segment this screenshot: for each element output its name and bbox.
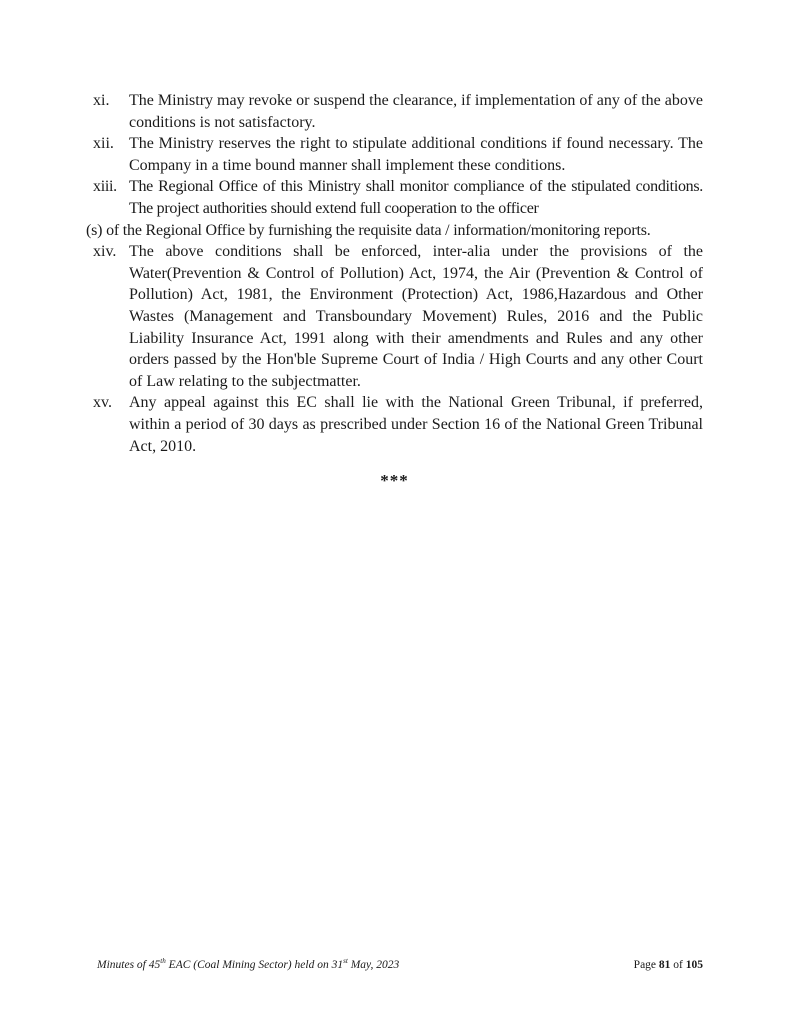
footer-title-prefix: Minutes of 45	[97, 959, 161, 971]
list-item-numeral: xii.	[93, 135, 114, 153]
footer-title-middle: EAC (Coal Mining Sector) held on 31	[165, 959, 344, 971]
list-item-numeral: xiv.	[93, 243, 117, 261]
list-item-text: The Regional Office of this Ministry shall monitor compliance of the stipulated conditions. The project authorities should extend full cooperation to the officer	[129, 178, 703, 217]
of-word: of	[670, 959, 686, 971]
footer-page-indicator	[634, 958, 703, 972]
list-item-xii	[86, 133, 703, 176]
list-item-text: Any appeal against this EC shall lie with the National Green Tribunal, if preferred, within a period of 30 days as prescribed under Section 16 of the National Green Tribunal Act, 2010.	[129, 394, 703, 455]
footer-title-suffix: May, 2023	[347, 959, 400, 971]
list-item-text: The Ministry may revoke or suspend the clearance, if implementation of any of the above conditions is not satisfactory.	[129, 92, 703, 131]
list-item-xiv	[86, 241, 703, 392]
footer-title-superscript: th	[160, 957, 166, 966]
footer-title-superscript: st	[343, 957, 348, 966]
list-item-xiii	[86, 176, 703, 219]
page-total: 105	[685, 959, 703, 971]
footer-document-title	[97, 958, 399, 972]
page-word: Page	[633, 959, 659, 971]
continuation-line: (s) of the Regional Office by furnishing the requisite data / information/monitoring reports.	[86, 221, 651, 239]
list-item-xi	[86, 90, 703, 133]
list-item-text: The Ministry reserves the right to stipulate additional conditions if found necessary. The Company in a time bound manner shall implement these conditions.	[129, 135, 703, 174]
page-number: 81	[658, 959, 671, 971]
document-body	[86, 90, 703, 491]
list-item-numeral: xv.	[93, 394, 112, 412]
list-item-numeral: xiii.	[93, 178, 117, 196]
page-footer	[97, 958, 703, 972]
list-item-text: The above conditions shall be enforced, inter-alia under the provisions of the Water(Prevention & Control of Pollution) Act, 1974, the Air (Prevention & Control of Pollution) Act, 1981, the Environment (Protection) Act, 1986,Hazardous and Other Wastes (Management and Transboundary Movement) Rules, 2016 and the Public Liability Insurance Act, 1991 along with their amendments and Rules and any other orders passed by the Hon'ble Supreme Court of India / High Courts and any other Court of Law relating to the subjectmatter.	[129, 243, 703, 390]
list-item-xv	[86, 392, 703, 457]
end-separator: ***	[380, 471, 409, 491]
list-item-numeral: xi.	[93, 92, 110, 109]
